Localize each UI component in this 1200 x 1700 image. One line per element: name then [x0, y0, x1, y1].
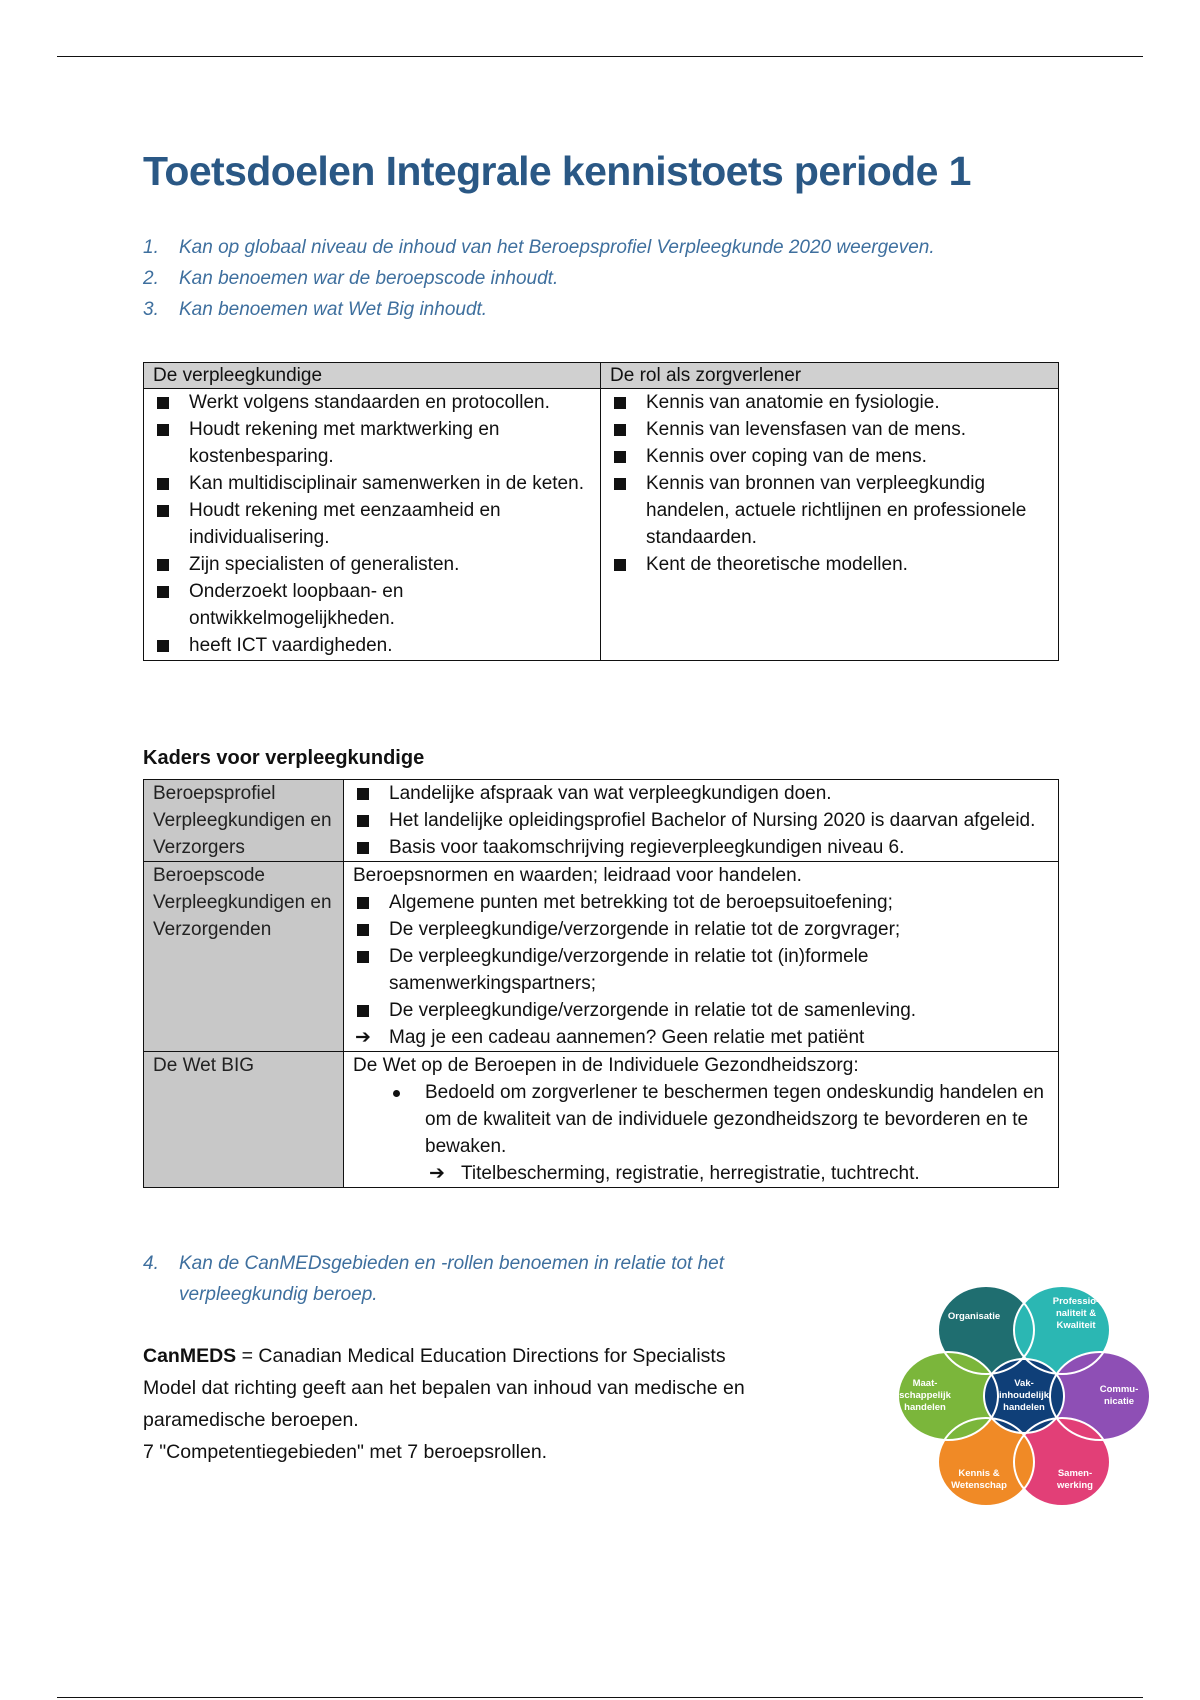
goals-list — [143, 232, 935, 325]
verpleegkundige-cell — [144, 389, 601, 661]
label-line: Kennis & — [958, 1468, 1000, 1479]
label-line: Kwaliteit — [1056, 1320, 1096, 1331]
list-item: Kennis van levensfasen van de mens. — [610, 416, 1049, 443]
arrow-right-icon: ➔ — [355, 1027, 371, 1048]
label-organisatie — [948, 1311, 1000, 1322]
label-line: Wetenschap — [951, 1480, 1007, 1491]
goal-number: 3. — [143, 299, 159, 320]
canmeds-definition-line — [143, 1340, 823, 1372]
goal-number: 4. — [143, 1253, 159, 1274]
canmeds-description — [143, 1340, 823, 1468]
goal-text: Kan de CanMEDsgebieden en -rollen benoemen in relatie tot het verpleegkundig beroep. — [179, 1253, 725, 1305]
arrow-note-text: Mag je een cadeau aannemen? Geen relatie met patiënt — [389, 1027, 865, 1048]
list-item: Kent de theoretische modellen. — [610, 551, 1049, 578]
zorgverlener-list — [610, 389, 1049, 578]
list-item: De verpleegkundige/verzorgende in relatie tot de zorgvrager; — [353, 916, 1050, 943]
wet-big-arrow-note — [353, 1160, 1050, 1187]
list-item: heeft ICT vaardigheden. — [153, 632, 591, 659]
top-rule — [57, 56, 1143, 57]
row-label-beroepscode: Beroepscode Verpleegkundigen en Verzorgenden — [144, 862, 344, 1052]
canmeds-count-line: 7 "Competentiegebieden" met 7 beroepsrollen. — [143, 1441, 548, 1463]
label-professionaliteit — [1053, 1296, 1099, 1331]
list-item — [143, 294, 935, 325]
table-row — [144, 1052, 1059, 1188]
table-row — [144, 780, 1059, 862]
canmeds-definition: = Canadian Medical Education Directions for Specialists — [236, 1345, 726, 1367]
zorgverlener-cell — [601, 389, 1059, 661]
table-row — [144, 862, 1059, 1052]
goal-text: Kan op globaal niveau de inhoud van het Beroepsprofiel Verpleegkunde 2020 weergeven. — [179, 237, 935, 258]
list-item: Het landelijke opleidingsprofiel Bachelor of Nursing 2020 is daarvan afgeleid. — [353, 807, 1050, 834]
label-line: Samen- — [1057, 1468, 1093, 1479]
list-item: Kennis van bronnen van verpleegkundig handelen, actuele richtlijnen en professionele standaarden. — [610, 470, 1049, 551]
list-item: Basis voor taakomschrijving regieverpleegkundigen niveau 6. — [353, 834, 1050, 861]
page-title: Toetsdoelen Integrale kennistoets periode 1 — [143, 148, 971, 194]
arrow-right-icon: ➔ — [429, 1163, 445, 1184]
label-line: Vak- — [1014, 1378, 1034, 1389]
bottom-rule — [57, 1697, 1143, 1698]
row-content-beroepscode — [344, 862, 1059, 1052]
verpleegkundige-table — [143, 362, 1059, 661]
list-item: Zijn specialisten of generalisten. — [153, 551, 591, 578]
column-header-zorgverlener: De rol als zorgverlener — [601, 363, 1059, 389]
table-header-row — [144, 363, 1059, 389]
list-item: Werkt volgens standaarden en protocollen. — [153, 389, 591, 416]
goal-number: 1. — [143, 237, 159, 258]
label-communicatie — [1100, 1384, 1139, 1407]
label-line: naliteit & — [1055, 1308, 1097, 1319]
kaders-table — [143, 779, 1059, 1188]
label-line: inhoudelijk — [998, 1390, 1050, 1401]
kaders-heading: Kaders voor verpleegkundige — [143, 747, 425, 769]
list-item: Houdt rekening met marktwerking en kostenbesparing. — [153, 416, 591, 470]
label-line: Organisatie — [947, 1311, 1001, 1322]
label-line: schappelijk — [899, 1390, 951, 1401]
goal-text: Kan benoemen war de beroepscode inhoudt. — [179, 268, 559, 289]
list-item: Onderzoekt loopbaan- en ontwikkelmogelijkheden. — [153, 578, 591, 632]
canmeds-flower-diagram — [868, 1256, 1178, 1536]
label-samenwerking — [1056, 1468, 1093, 1491]
beroepscode-list — [353, 889, 1050, 1024]
beroepscode-arrow-note — [353, 1024, 1050, 1051]
list-item: Houdt rekening met eenzaamheid en individualisering. — [153, 497, 591, 551]
arrow-note-text: Titelbescherming, registratie, herregistratie, tuchtrecht. — [461, 1163, 920, 1184]
verpleegkundige-list — [153, 389, 591, 659]
wet-big-intro: De Wet op de Beroepen in de Individuele Gezondheidszorg: — [353, 1055, 859, 1076]
list-item: De verpleegkundige/verzorgende in relatie tot (in)formele samenwerkingspartners; — [353, 943, 1050, 997]
goal-text: Kan benoemen wat Wet Big inhoudt. — [179, 299, 488, 320]
canmeds-model-text: Model dat richting geeft aan het bepalen van inhoud van medische en paramedische beroepen. — [143, 1377, 745, 1431]
list-item — [143, 232, 935, 263]
label-line: Professio- — [1052, 1296, 1100, 1307]
row-content-wet-big — [344, 1052, 1059, 1188]
row-label-wet-big: De Wet BIG — [144, 1052, 344, 1188]
list-item: Bedoeld om zorgverlener te beschermen tegen ondeskundig handelen en om de kwaliteit van de individuele gezondheidszorg te bevorderen en te bewaken. — [353, 1079, 1050, 1160]
wet-big-list — [353, 1079, 1050, 1160]
label-line: handelen — [904, 1402, 946, 1413]
label-line: nicatie — [1103, 1396, 1135, 1407]
list-item: Kan multidisciplinair samenwerken in de keten. — [153, 470, 591, 497]
list-item: Kennis over coping van de mens. — [610, 443, 1049, 470]
column-header-verpleegkundige: De verpleegkundige — [144, 363, 601, 389]
label-line: handelen — [1003, 1402, 1045, 1413]
beroepsprofiel-list — [353, 780, 1050, 861]
label-line: Maat- — [912, 1378, 938, 1389]
row-content-beroepsprofiel — [344, 780, 1059, 862]
list-item: De verpleegkundige/verzorgende in relatie tot de samenleving. — [353, 997, 1050, 1024]
list-item: Algemene punten met betrekking tot de beroepsuitoefening; — [353, 889, 1050, 916]
row-label-beroepsprofiel: Beroepsprofiel Verpleegkundigen en Verzorgers — [144, 780, 344, 862]
list-item: Landelijke afspraak van wat verpleegkundigen doen. — [353, 780, 1050, 807]
label-line: werking — [1057, 1480, 1093, 1491]
canmeds-term: CanMEDS — [143, 1345, 237, 1367]
goal-number: 2. — [143, 268, 159, 289]
list-item — [143, 263, 935, 294]
table-row — [144, 389, 1059, 661]
label-line: Commu- — [1099, 1384, 1139, 1395]
list-item: Kennis van anatomie en fysiologie. — [610, 389, 1049, 416]
beroepscode-intro: Beroepsnormen en waarden; leidraad voor handelen. — [353, 865, 802, 886]
label-kennis — [951, 1468, 1007, 1491]
goal-4 — [143, 1248, 823, 1310]
